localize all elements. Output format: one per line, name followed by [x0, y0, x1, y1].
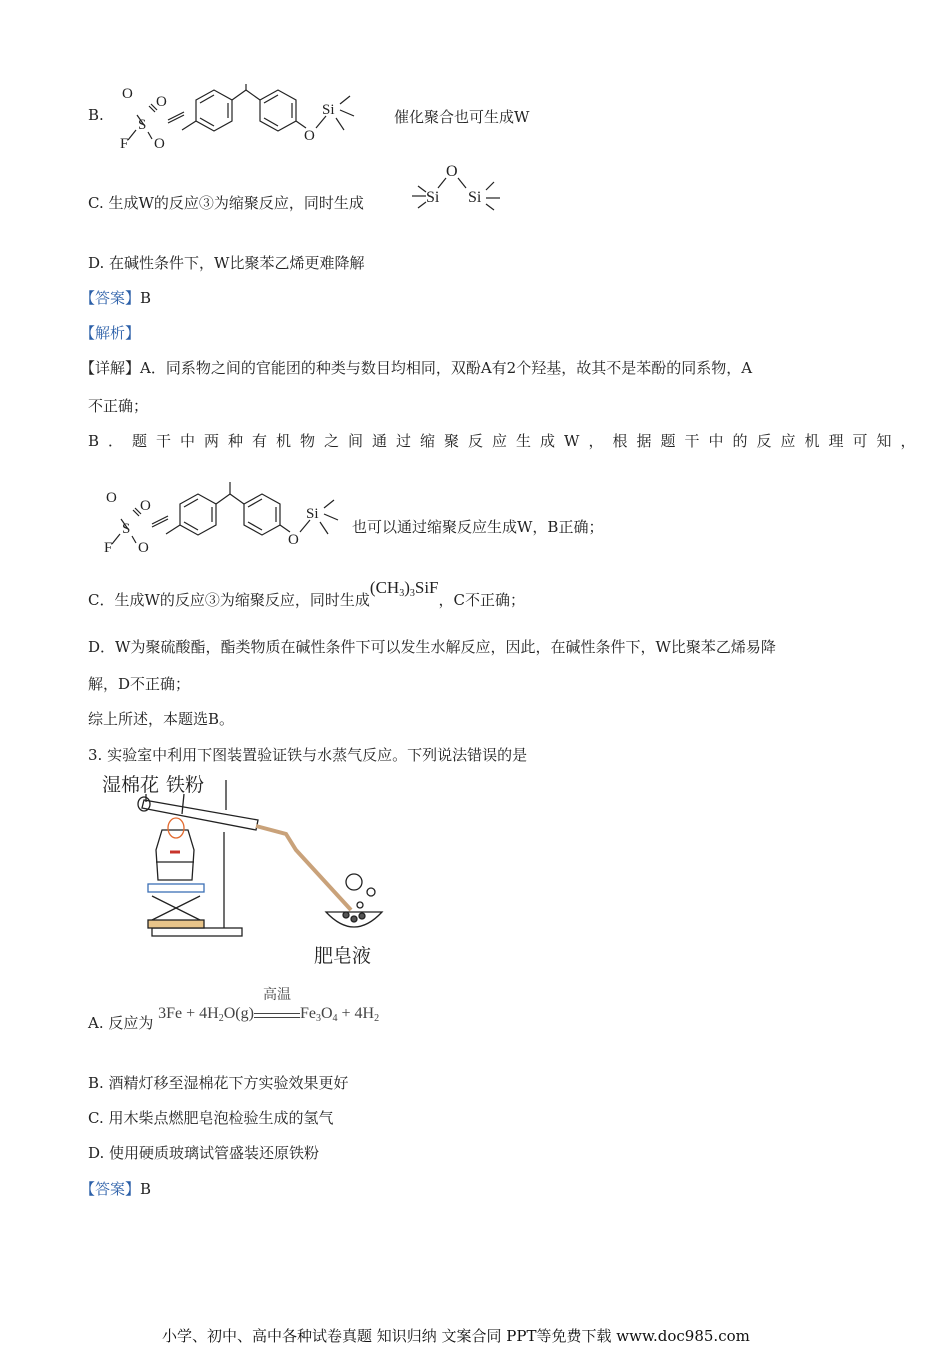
atom-label: F	[120, 136, 129, 152]
atom-label: Si	[322, 102, 335, 118]
reaction-equation: $3Fe + 4H_2O(g)$ 高温 $Fe_3O_4 + 4H_2$	[158, 988, 380, 1024]
question-3-stem: 3. 实验室中利用下图装置验证铁与水蒸气反应。下列说法错误的是	[88, 746, 528, 764]
analysis-label: 【解析】	[80, 324, 141, 342]
q3-answer-value: B	[140, 1180, 152, 1198]
detail-b-tail: 也可以通过缩聚反应生成W，B正确；	[352, 518, 604, 536]
option-b-prefix: B.	[88, 106, 104, 124]
option-d-text: D. 在碱性条件下，W比聚苯乙烯更难降解	[88, 254, 365, 272]
option-b-text: 催化聚合也可生成W	[394, 108, 530, 126]
q3-option-a	[88, 988, 380, 1034]
iron-steam-apparatus-figure	[96, 770, 396, 974]
iron-powder-label: 铁粉	[166, 775, 205, 796]
atom-label: O	[288, 532, 299, 548]
hexamethyldisiloxane-structure	[408, 160, 508, 219]
q3-option-b: B. 酒精灯移至湿棉花下方实验效果更好	[88, 1074, 349, 1092]
detail-label: 【详解】	[80, 359, 141, 377]
answer-line	[80, 287, 151, 308]
detail-c-line	[88, 578, 525, 611]
atom-label: O	[106, 490, 117, 506]
atom-label: O	[122, 86, 133, 102]
fluorosulfonyl-silyl-ether-structure-2	[94, 482, 354, 561]
atom-label: Si	[426, 189, 440, 206]
fluorosulfonyl-silyl-ether-structure-1	[110, 84, 370, 158]
atom-label: Si	[468, 189, 482, 206]
detail-d-line1: D．W为聚硫酸酯，酯类物质在碱性条件下可以发生水解反应，因此，在碱性条件下，W比聚苯乙烯易降	[88, 638, 776, 656]
atom-label: O	[304, 128, 315, 144]
q3-option-a-prefix: A. 反应为	[88, 1014, 154, 1032]
high-temperature-condition: 高温	[254, 1004, 300, 1018]
summary-text: 综上所述，本题选B。	[88, 710, 235, 728]
atom-label: S	[138, 117, 147, 133]
formula-ch3-3-sif: $(CH_3)_3SiF$	[369, 578, 439, 599]
q3-answer-line	[80, 1178, 151, 1199]
footer-ad[interactable]: 小学、初中、高中各种试卷真题 知识归纳 文案合同 PPT等免费下载 www.doc985.com	[162, 1327, 750, 1345]
wet-cotton-label: 湿棉花	[102, 775, 160, 796]
atom-label: F	[104, 540, 113, 556]
atom-label: O	[154, 136, 165, 152]
detail-a-line2: 不正确；	[88, 397, 149, 415]
option-c-text: C. 生成W的反应③为缩聚反应，同时生成	[88, 194, 364, 212]
answer-value: B	[140, 289, 152, 307]
soap-solution-label: 肥皂液	[314, 946, 372, 967]
detail-d-line2: 解，D不正确；	[88, 675, 191, 693]
detail-c-prefix: C．生成W的反应③为缩聚反应，同时生成	[88, 591, 370, 609]
atom-label: O	[138, 540, 149, 556]
atom-label: O	[446, 163, 458, 180]
detail-b-line1: B．题干中两种有机物之间通过缩聚反应生成W，根据题干中的反应机理可知，	[88, 432, 925, 450]
atom-label: S	[122, 521, 131, 537]
detail-c-suffix: ，C不正确；	[438, 591, 525, 609]
detail-a-text: A．同系物之间的官能团的种类与数目均相同，双酚A有2个羟基，故其不是苯酚的同系物，A	[140, 359, 753, 377]
answer-label: 【答案】	[80, 289, 141, 307]
atom-label: Si	[306, 506, 319, 522]
q3-option-d: D. 使用硬质玻璃试管盛装还原铁粉	[88, 1144, 320, 1162]
atom-label: O	[140, 498, 151, 514]
q3-answer-label: 【答案】	[80, 1180, 141, 1198]
detail-a-line1	[80, 357, 752, 378]
atom-label: O	[156, 94, 167, 110]
q3-option-c: C. 用木柴点燃肥皂泡检验生成的氢气	[88, 1109, 334, 1127]
